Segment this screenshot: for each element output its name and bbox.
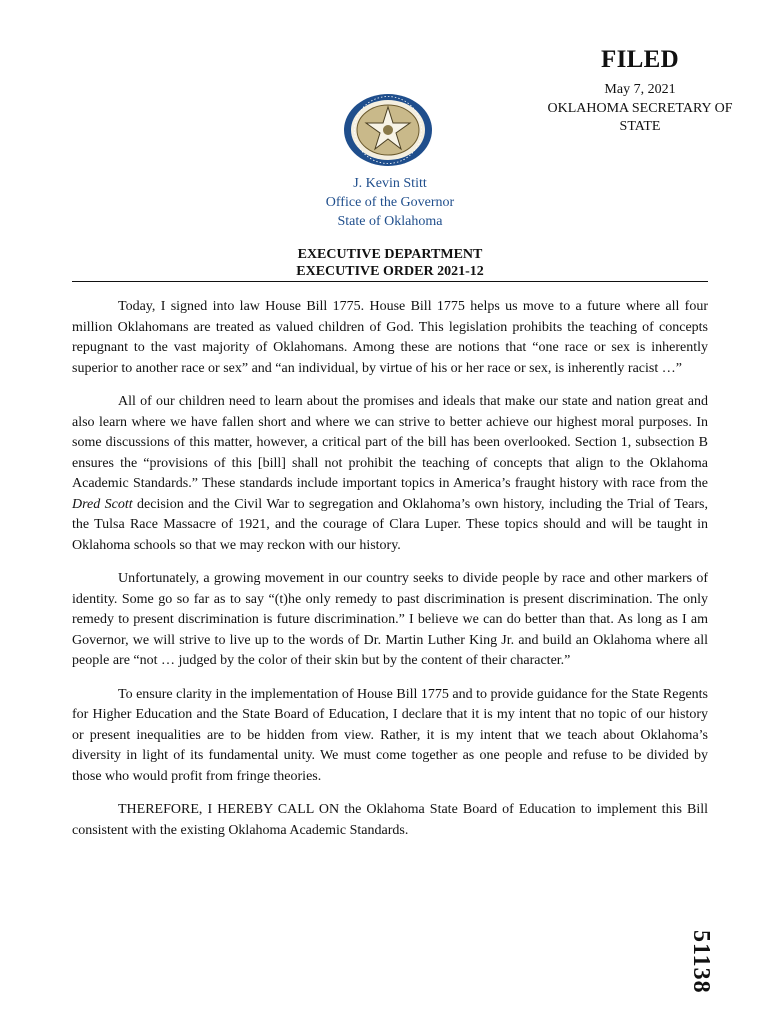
order-number: EXECUTIVE ORDER 2021-12 bbox=[296, 264, 484, 279]
governor-state: State of Oklahoma bbox=[337, 214, 443, 229]
paragraph-5: THEREFORE, I HEREBY CALL ON the Oklahoma State Board of Education to implement this Bill consistent with the existing Oklahoma Academic Standards. bbox=[72, 802, 708, 838]
paragraph-2 bbox=[72, 392, 708, 556]
governor-office: Office of the Governor bbox=[325, 195, 455, 210]
filed-stamp-title: FILED bbox=[601, 46, 679, 73]
oklahoma-state-seal-icon bbox=[342, 92, 434, 168]
filed-date: May 7, 2021 bbox=[604, 82, 676, 97]
paragraph-2-part-a: All of our children need to learn about the promises and ideals that make our state and nation great and also learn where we have fallen short and where we can strive to better achieve our highest moral purposes. In some discussions of this matter, however, a critical part of the bill has been overlooked. Section 1, subsection B ensures the “provisions of this [bill] shall not prohibit the teaching of concepts that align to the Oklahoma Academic Standards.” These standards include important topics in America’s fraught history with race from the bbox=[72, 394, 708, 491]
filed-office-line2: STATE bbox=[619, 119, 661, 134]
paragraph-1: Today, I signed into law House Bill 1775. House Bill 1775 helps us move to a future where all four million Oklahomans are treated as valued children of God. This legislation prohibits the teaching of concepts repugnant to the vast majority of Oklahomans. Among these are notions that “one race or sex is inherently superior to another race or sex” and “an individual, by virtue of his or her race or sex, is inherently racist …” bbox=[72, 299, 708, 376]
order-heading bbox=[230, 246, 550, 280]
paragraph-3: Unfortunately, a growing movement in our country seeks to divide people by race and other markers of identity. Some go so far as to say “(t)he only remedy to past discrimination is present discrimination. The only remedy to present discrimination is future discrimination.” I believe we can do better than that. As long as I am Governor, we will strive to live up to the words of Dr. Martin Luther King Jr. and build an Oklahoma where all people are “not … judged by the color of their skin but by the content of their character.” bbox=[72, 571, 708, 668]
filed-office bbox=[535, 100, 745, 136]
document-number: 51138 bbox=[688, 930, 714, 994]
case-name-italic: Dred Scott bbox=[72, 496, 133, 512]
department-title: EXECUTIVE DEPARTMENT bbox=[297, 247, 483, 262]
order-body bbox=[72, 297, 708, 841]
paragraph-4: To ensure clarity in the implementation of House Bill 1775 and to provide guidance for the State Regents for Higher Education and the State Board of Education, I declare that it is my intent that no topic of our history or present inequalities are to be hidden from view. Rather, it is my intent that we teach about Oklahoma’s diversity in light of its fundamental unity. We must come together as one people and refuse to be divided by those who would profit from fringe theories. bbox=[72, 686, 708, 784]
governor-name: J. Kevin Stitt bbox=[353, 176, 427, 191]
filed-office-line1: OKLAHOMA SECRETARY OF bbox=[547, 101, 733, 116]
heading-divider bbox=[72, 281, 708, 282]
paragraph-2-part-b: decision and the Civil War to segregation and Oklahoma’s own history, including the Trial of Tears, the Tulsa Race Massacre of 1921, and the courage of Clara Luper. These topics should and will be taught in Oklahoma schools so that we may reckon with our history. bbox=[72, 496, 708, 553]
governor-letterhead bbox=[270, 174, 510, 231]
